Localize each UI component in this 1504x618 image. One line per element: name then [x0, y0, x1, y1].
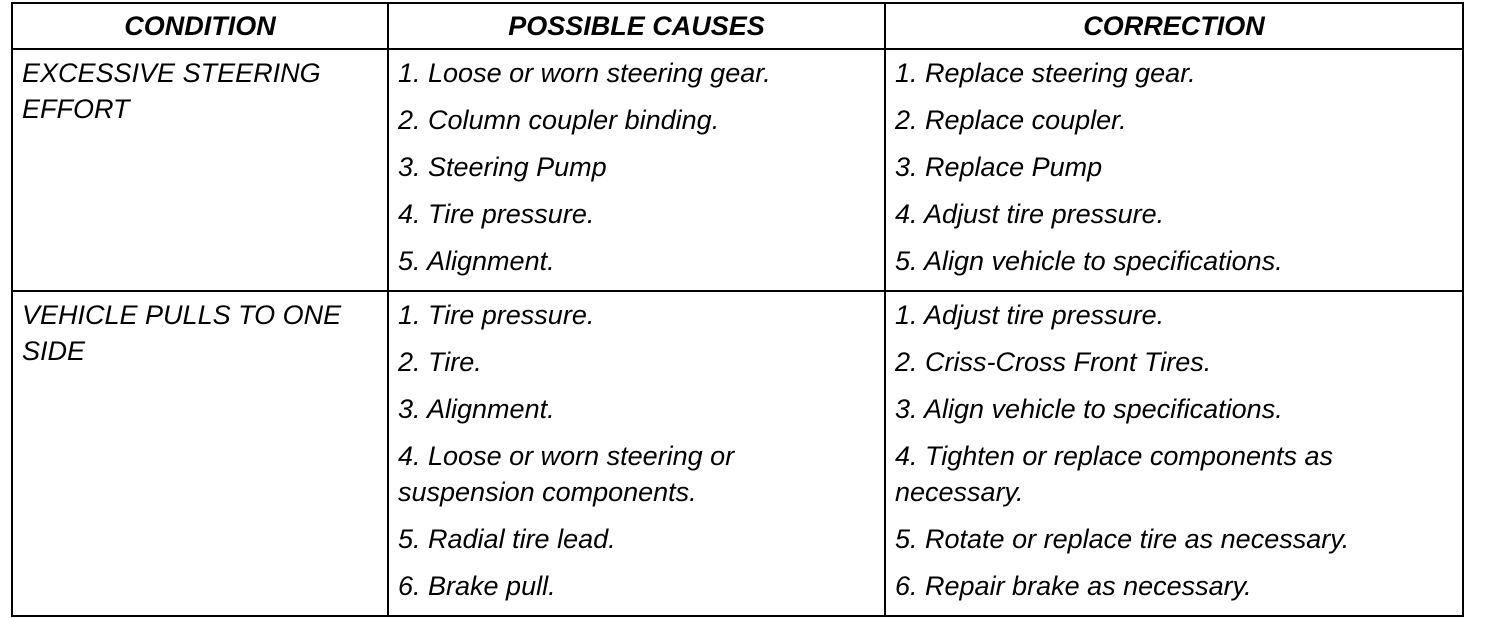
header-row [12, 3, 1463, 49]
causes-cell [388, 291, 885, 616]
header-correction: CORRECTION [885, 3, 1463, 49]
cause-item: 2. Tire. [398, 347, 482, 377]
cause-item: 2. Column coupler binding. [398, 105, 720, 135]
condition-cell: VEHICLE PULLS TO ONE SIDE [12, 291, 388, 616]
corrections-cell [885, 291, 1463, 616]
correction-item: 1. Adjust tire pressure. [895, 300, 1165, 330]
diagnosis-table [11, 2, 1464, 617]
header-possible-causes: POSSIBLE CAUSES [388, 3, 885, 49]
correction-item: 1. Replace steering gear. [895, 58, 1196, 88]
correction-item: 3. Align vehicle to specifications. [895, 394, 1283, 424]
correction-item: 2. Criss-Cross Front Tires. [895, 347, 1212, 377]
cause-item: 5. Alignment. [398, 246, 555, 276]
correction-item: 4. Adjust tire pressure. [895, 199, 1165, 229]
cause-item: 4. Loose or worn steering or suspension components. [398, 441, 735, 507]
cause-item: 3. Steering Pump [398, 152, 607, 182]
correction-item: 3. Replace Pump [895, 152, 1103, 182]
cause-item: 1. Loose or worn steering gear. [398, 58, 771, 88]
correction-item: 5. Align vehicle to specifications. [895, 246, 1283, 276]
cause-item: 3. Alignment. [398, 394, 555, 424]
correction-item: 2. Replace coupler. [895, 105, 1127, 135]
table-row [12, 49, 1463, 291]
table-row [12, 291, 1463, 616]
causes-cell [388, 49, 885, 291]
cause-item: 5. Radial tire lead. [398, 524, 616, 554]
condition-cell: EXCESSIVE STEERING EFFORT [12, 49, 388, 291]
header-condition: CONDITION [12, 3, 388, 49]
correction-item: 5. Rotate or replace tire as necessary. [895, 524, 1350, 554]
corrections-cell [885, 49, 1463, 291]
correction-item: 4. Tighten or replace components as necessary. [895, 441, 1334, 507]
correction-item: 6. Repair brake as necessary. [895, 571, 1252, 601]
cause-item: 6. Brake pull. [398, 571, 556, 601]
cause-item: 4. Tire pressure. [398, 199, 595, 229]
cause-item: 1. Tire pressure. [398, 300, 595, 330]
